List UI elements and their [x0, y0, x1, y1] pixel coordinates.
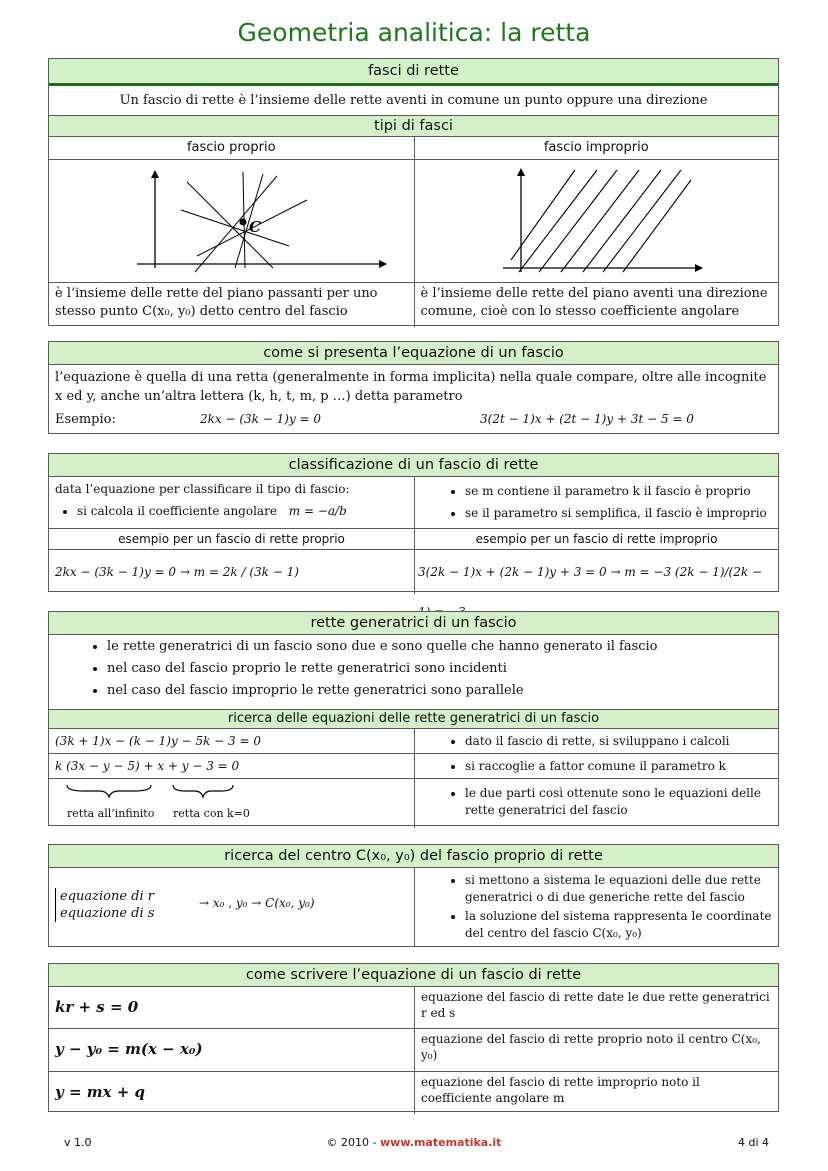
desc-row-1: equazione del fascio di rette date le due rette generatrici r ed s: [414, 987, 778, 1028]
footer-page: 4 di 4: [738, 1136, 770, 1149]
copyright-text: © 2010 -: [326, 1136, 380, 1149]
centro-result: → x₀ , y₀ → C(x₀, y₀): [199, 896, 315, 910]
gen-row3-desc: [414, 779, 778, 828]
desc-row-3: equazione del fascio di rette improprio noto il coefficiente angolare m: [414, 1072, 778, 1114]
diagram-improprio: [414, 160, 779, 282]
centro-bullet-1: • si mettono a sistema le equazioni delle due rette generatrici o di due generiche rette del fascio: [465, 872, 772, 906]
brace-label-1: retta all’infinito: [67, 807, 155, 820]
classif-left: [49, 477, 414, 528]
example-2: 3(2t − 1)x + (2t − 1)y + 3t − 5 = 0: [480, 412, 694, 426]
sub-example-proprio: esempio per un fascio di rette proprio: [118, 532, 345, 546]
footer-copyright: [0, 1136, 828, 1149]
section-header: come si presenta l’equazione di un fascio: [49, 342, 778, 365]
classif-right: [414, 477, 778, 528]
gen-row3-text: • le due parti così ottenute sono le equazioni delle rette generatrici del fascio: [465, 785, 772, 819]
desc-row-2: equazione del fascio di rette proprio noto il centro C(x₀, y₀): [414, 1029, 778, 1071]
footer-version: v 1.0: [64, 1136, 92, 1149]
section-centro: [48, 844, 779, 947]
desc-proprio-line2: stesso punto C(x₀, y₀) detto centro del fascio: [55, 304, 348, 319]
sub-example-improprio: esempio per un fascio di rette improprio: [414, 529, 778, 549]
example-proprio: 2kx − (3k − 1)y = 0 → m = 2k / (3k − 1): [55, 565, 299, 579]
system-eq-s: equazione di s: [60, 906, 155, 921]
site-link[interactable]: www.matematika.it: [380, 1136, 502, 1149]
section-scrivere: [48, 963, 779, 1112]
gen-row1-desc: [414, 729, 778, 753]
classif-intro: data l’equazione per classificare il tipo di fascio:: [55, 482, 350, 496]
gen-row2-desc: [414, 754, 778, 778]
label-improprio: fascio improprio: [414, 137, 779, 159]
gen-bullet-3: • nel caso del fascio improprio le rette generatrici sono parallele: [107, 680, 772, 702]
gen-bullet-1: • le rette generatrici di un fascio sono due e sono quelle che hanno generato il fascio: [107, 636, 772, 658]
example-improprio: 3(2k − 1)x + (2k − 1)y + 3 = 0 → m = −3 (2k − 1)/(2k −: [414, 550, 778, 594]
gen-row1-formula: (3k + 1)x − (k − 1)y − 5k − 3 = 0: [55, 734, 261, 748]
centro-bullet-2: • la soluzione del sistema rappresenta le coordinate del centro del fascio C(x₀, y₀): [465, 908, 772, 942]
section-header: fasci di rette: [49, 59, 778, 86]
page-title: Geometria analitica: la retta: [237, 18, 591, 47]
section-fasci: [48, 58, 779, 326]
desc-proprio-line1: è l’insieme delle rette del piano passanti per uno: [55, 286, 378, 301]
example-1: 2kx − (3k − 1)y = 0: [200, 412, 322, 426]
formula-row-3: y = mx + q: [55, 1083, 146, 1101]
system-eq-r: equazione di r: [60, 889, 154, 904]
subsection-header: tipi di fasci: [49, 116, 778, 137]
gen-row2-text: • si raccoglie a fattor comune il parametro k: [465, 756, 772, 776]
centro-system: [49, 868, 414, 947]
gen-row2-formula: k (3x − y − 5) + x + y − 3 = 0: [55, 759, 240, 773]
section-equazione: [48, 341, 779, 434]
eq-text-line2: x ed y, anche un’altra lettera (k, h, t, m, p …) detta parametro: [55, 389, 463, 404]
gen-braces: [49, 779, 414, 828]
subsection-header: ricerca delle equazioni delle rette generatrici di un fascio: [49, 710, 778, 729]
definition-text: Un fascio di rette è l’insieme delle rette aventi in comune un punto oppure una direzione: [119, 93, 708, 108]
formula-row-1: kr + s = 0: [55, 998, 139, 1016]
brace-icon: [67, 785, 151, 797]
desc-improprio-line1: è l’insieme delle rette del piano aventi una direzione: [420, 286, 768, 301]
section-header: ricerca del centro C(x₀, y₀) del fascio proprio di rette: [49, 845, 778, 868]
desc-improprio: [414, 283, 779, 327]
classif-right-bullet-2: • se il parametro si semplifica, il fascio è improprio: [465, 503, 772, 523]
desc-improprio-line2: comune, cioè con lo stesso coefficiente angolare: [420, 304, 740, 319]
gen-row1-text: • dato il fascio di rette, si sviluppano i calcoli: [465, 731, 772, 751]
eq-text-line1: l’equazione è quella di una retta (generalmente in forma implicita) nella quale compare, oltre alle incognite: [55, 370, 767, 385]
section-header: rette generatrici di un fascio: [49, 612, 778, 635]
classif-bullet: si calcola il coefficiente angolare: [77, 504, 277, 518]
section-generatrici: [48, 611, 779, 826]
classif-right-bullet-1: • se m contiene il parametro k il fascio è proprio: [465, 481, 772, 501]
brace-label-2: retta con k=0: [173, 807, 250, 820]
gen-bullet-2: • nel caso del fascio proprio le rette generatrici sono incidenti: [107, 658, 772, 680]
label-proprio: fascio proprio: [186, 140, 276, 155]
formula-row-2: y − y₀ = m(x − x₀): [55, 1040, 203, 1058]
diagram-proprio: [49, 160, 414, 282]
section-header: come scrivere l’equazione di un fascio di rette: [49, 964, 778, 987]
example-label: Esempio:: [55, 412, 116, 427]
classif-formula: m = −a/b: [288, 504, 347, 518]
point-label-c: C: [249, 218, 261, 236]
section-header: classificazione di un fascio di rette: [49, 454, 778, 477]
desc-proprio: [49, 283, 414, 327]
brace-icon: [173, 785, 233, 797]
center-point: [240, 219, 247, 226]
section-classificazione: [48, 453, 779, 592]
centro-desc: [414, 868, 778, 947]
